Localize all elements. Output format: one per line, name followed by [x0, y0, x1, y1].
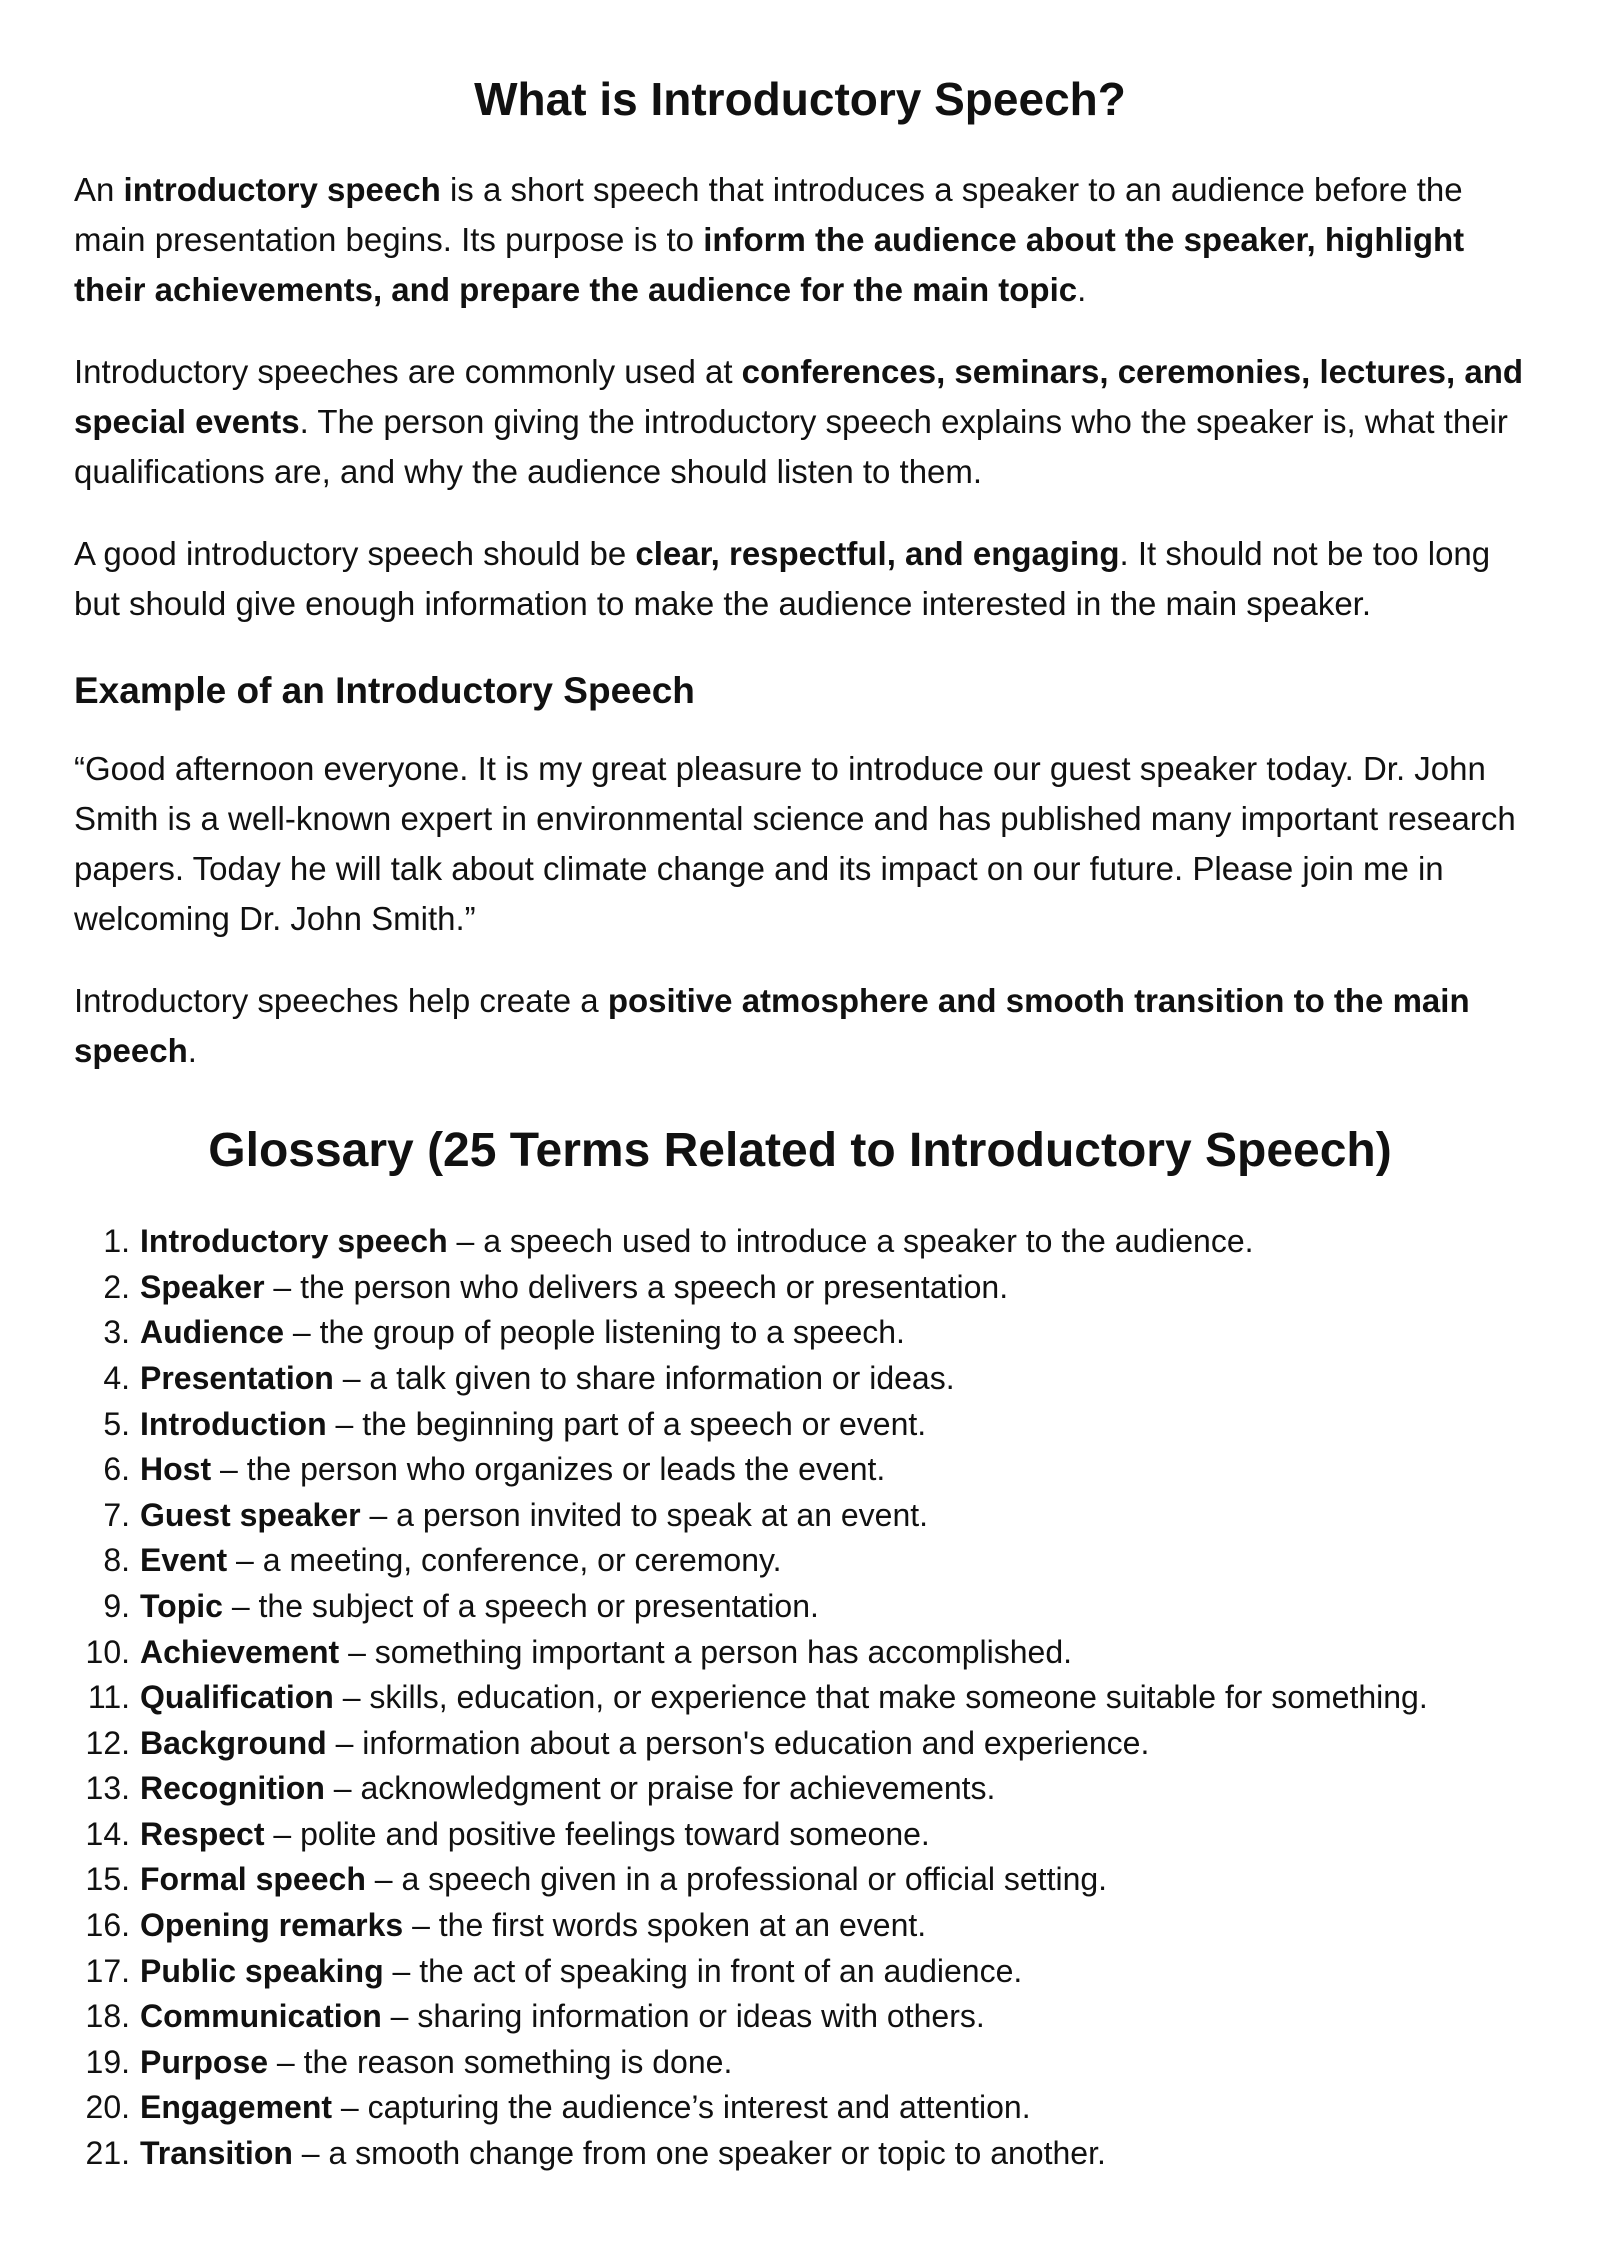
glossary-definition: – a speech used to introduce a speaker to the audience. [447, 1223, 1254, 1260]
glossary-definition: – a person invited to speak at an event. [360, 1496, 929, 1533]
glossary-definition: – the act of speaking in front of an audience. [383, 1952, 1023, 1989]
glossary-definition: – the person who organizes or leads the event. [211, 1451, 886, 1488]
glossary-item [74, 1493, 1526, 1539]
glossary-item [74, 1903, 1526, 1949]
glossary-item [74, 1356, 1526, 1402]
glossary-definition: – the beginning part of a speech or event. [326, 1405, 927, 1442]
glossary-definition: – something important a person has accomplished. [339, 1633, 1073, 1670]
text-run: Introductory speeches help create a [74, 981, 608, 1019]
glossary-item [74, 1402, 1526, 1448]
glossary-term: Topic [140, 1587, 223, 1624]
closing-paragraph [74, 976, 1526, 1076]
glossary-term: Opening remarks [140, 1907, 404, 1944]
glossary-item-number: 21. [85, 2135, 130, 2172]
glossary-item-number: 4. [103, 1359, 130, 1396]
text-run: An [74, 171, 124, 209]
glossary-definition: – capturing the audience’s interest and attention. [332, 2089, 1031, 2126]
glossary-item [74, 1675, 1526, 1721]
glossary-item-number: 17. [85, 1952, 130, 1989]
text-run: A good introductory speech should be [74, 535, 636, 573]
glossary-term: Audience [140, 1314, 285, 1351]
text-run: . [187, 1031, 197, 1069]
glossary-term: Background [140, 1724, 327, 1761]
glossary-definition: – a talk given to share information or ideas. [333, 1359, 955, 1396]
glossary-definition: – the reason something is done. [268, 2043, 733, 2080]
example-heading: Example of an Introductory Speech [74, 670, 695, 712]
glossary-item-number: 7. [103, 1496, 130, 1533]
glossary-term: Introductory speech [140, 1223, 448, 1260]
glossary-item-number: 3. [103, 1314, 130, 1351]
glossary-item-number: 16. [85, 1907, 130, 1944]
glossary-title: Glossary (25 Terms Related to Introductory Speech) [208, 1123, 1392, 1177]
glossary-item-number: 12. [85, 1724, 130, 1761]
bold-text-run: inform the audience about the speaker, highlight their achievements, and prepare the audience for the main topic [74, 221, 1465, 309]
glossary-term: Purpose [140, 2043, 269, 2080]
glossary-term: Qualification [140, 1679, 334, 1716]
glossary-item [74, 1538, 1526, 1584]
glossary-item [74, 1310, 1526, 1356]
glossary-item [74, 1447, 1526, 1493]
glossary-item [74, 1766, 1526, 1812]
glossary-item-number: 9. [103, 1587, 130, 1624]
glossary-item [74, 1721, 1526, 1767]
glossary-definition: – a speech given in a professional or official setting. [365, 1861, 1108, 1898]
glossary-item [74, 1949, 1526, 1995]
glossary-definition: – sharing information or ideas with others. [381, 1998, 985, 2035]
glossary-item-number: 11. [87, 1679, 130, 1716]
glossary-definition: – skills, education, or experience that make someone suitable for something. [333, 1679, 1428, 1716]
bold-text-run: conferences, seminars, ceremonies, lectures, and special events [74, 353, 1524, 441]
glossary-item [74, 1584, 1526, 1630]
glossary-item [74, 1857, 1526, 1903]
intro-paragraph-2 [74, 347, 1526, 497]
glossary-item-number: 18. [85, 1998, 130, 2035]
glossary-definition: – the subject of a speech or presentation. [222, 1587, 819, 1624]
glossary-list [74, 1219, 1526, 2176]
intro-paragraph-3 [74, 529, 1526, 629]
glossary-term: Event [140, 1542, 228, 1579]
text-run: Introductory speeches are commonly used at [74, 353, 742, 391]
glossary-item [74, 1219, 1526, 1265]
glossary-item-number: 19. [85, 2043, 130, 2080]
glossary-term: Transition [140, 2135, 293, 2172]
page-title: What is Introductory Speech? [474, 73, 1126, 125]
glossary-term: Introduction [140, 1405, 327, 1442]
glossary-term: Respect [140, 1815, 265, 1852]
glossary-term: Recognition [140, 1770, 325, 1807]
text-run: . [1077, 271, 1087, 309]
glossary-term: Speaker [140, 1268, 265, 1305]
glossary-item-number: 13. [85, 1770, 130, 1807]
glossary-item-number: 2. [103, 1268, 130, 1305]
glossary-term: Achievement [140, 1633, 340, 1670]
glossary-item [74, 2131, 1526, 2177]
glossary-item [74, 1630, 1526, 1676]
glossary-item [74, 1994, 1526, 2040]
glossary-definition: – the first words spoken at an event. [403, 1907, 927, 1944]
glossary-item [74, 1812, 1526, 1858]
glossary-term: Engagement [140, 2089, 333, 2126]
glossary-term: Public speaking [140, 1952, 384, 1989]
glossary-item [74, 2040, 1526, 2086]
bold-text-run: introductory speech [123, 171, 441, 209]
glossary-definition: – the person who delivers a speech or presentation. [264, 1268, 1009, 1305]
glossary-definition: – polite and positive feelings toward someone. [264, 1815, 930, 1852]
glossary-definition: – acknowledgment or praise for achievements. [324, 1770, 996, 1807]
glossary-item-number: 5. [103, 1405, 130, 1442]
glossary-item-number: 10. [85, 1633, 130, 1670]
glossary-term: Presentation [140, 1359, 334, 1396]
glossary-definition: – a meeting, conference, or ceremony. [227, 1542, 782, 1579]
glossary-definition: – a smooth change from one speaker or topic to another. [292, 2135, 1106, 2172]
text-run: . The person giving the introductory speech explains who the speaker is, what their qualifications are, and why the audience should listen to them. [74, 403, 1508, 491]
glossary-definition: – the group of people listening to a speech. [284, 1314, 905, 1351]
glossary-item-number: 1. [103, 1223, 130, 1260]
glossary-term: Communication [140, 1998, 382, 2035]
bold-text-run: positive atmosphere and smooth transition to the main speech [74, 981, 1470, 1069]
glossary-item [74, 1265, 1526, 1311]
glossary-item [74, 2085, 1526, 2131]
example-quote: “Good afternoon everyone. It is my great pleasure to introduce our guest speaker today. Dr. John Smith is a well-known expert in environmental science and has published many important research papers. Today he will talk about climate change and its impact on our future. Please join me in welcoming Dr. John Smith.” [74, 749, 1516, 937]
glossary-term: Formal speech [140, 1861, 366, 1898]
text-run: is a short speech that introduces a speaker to an audience before the main presentation begins. Its purpose is to [74, 171, 1463, 259]
glossary-item-number: 20. [85, 2089, 130, 2126]
bold-text-run: clear, respectful, and engaging [635, 535, 1120, 573]
glossary-term: Guest speaker [140, 1496, 361, 1533]
glossary-item-number: 14. [85, 1815, 130, 1852]
glossary-item-number: 8. [103, 1542, 130, 1579]
glossary-definition: – information about a person's education and experience. [326, 1724, 1150, 1761]
glossary-item-number: 6. [103, 1451, 130, 1488]
glossary-item-number: 15. [85, 1861, 130, 1898]
glossary-term: Host [140, 1451, 212, 1488]
intro-paragraph-1 [74, 165, 1526, 315]
text-run: . It should not be too long but should give enough information to make the audience interested in the main speaker. [74, 535, 1491, 623]
